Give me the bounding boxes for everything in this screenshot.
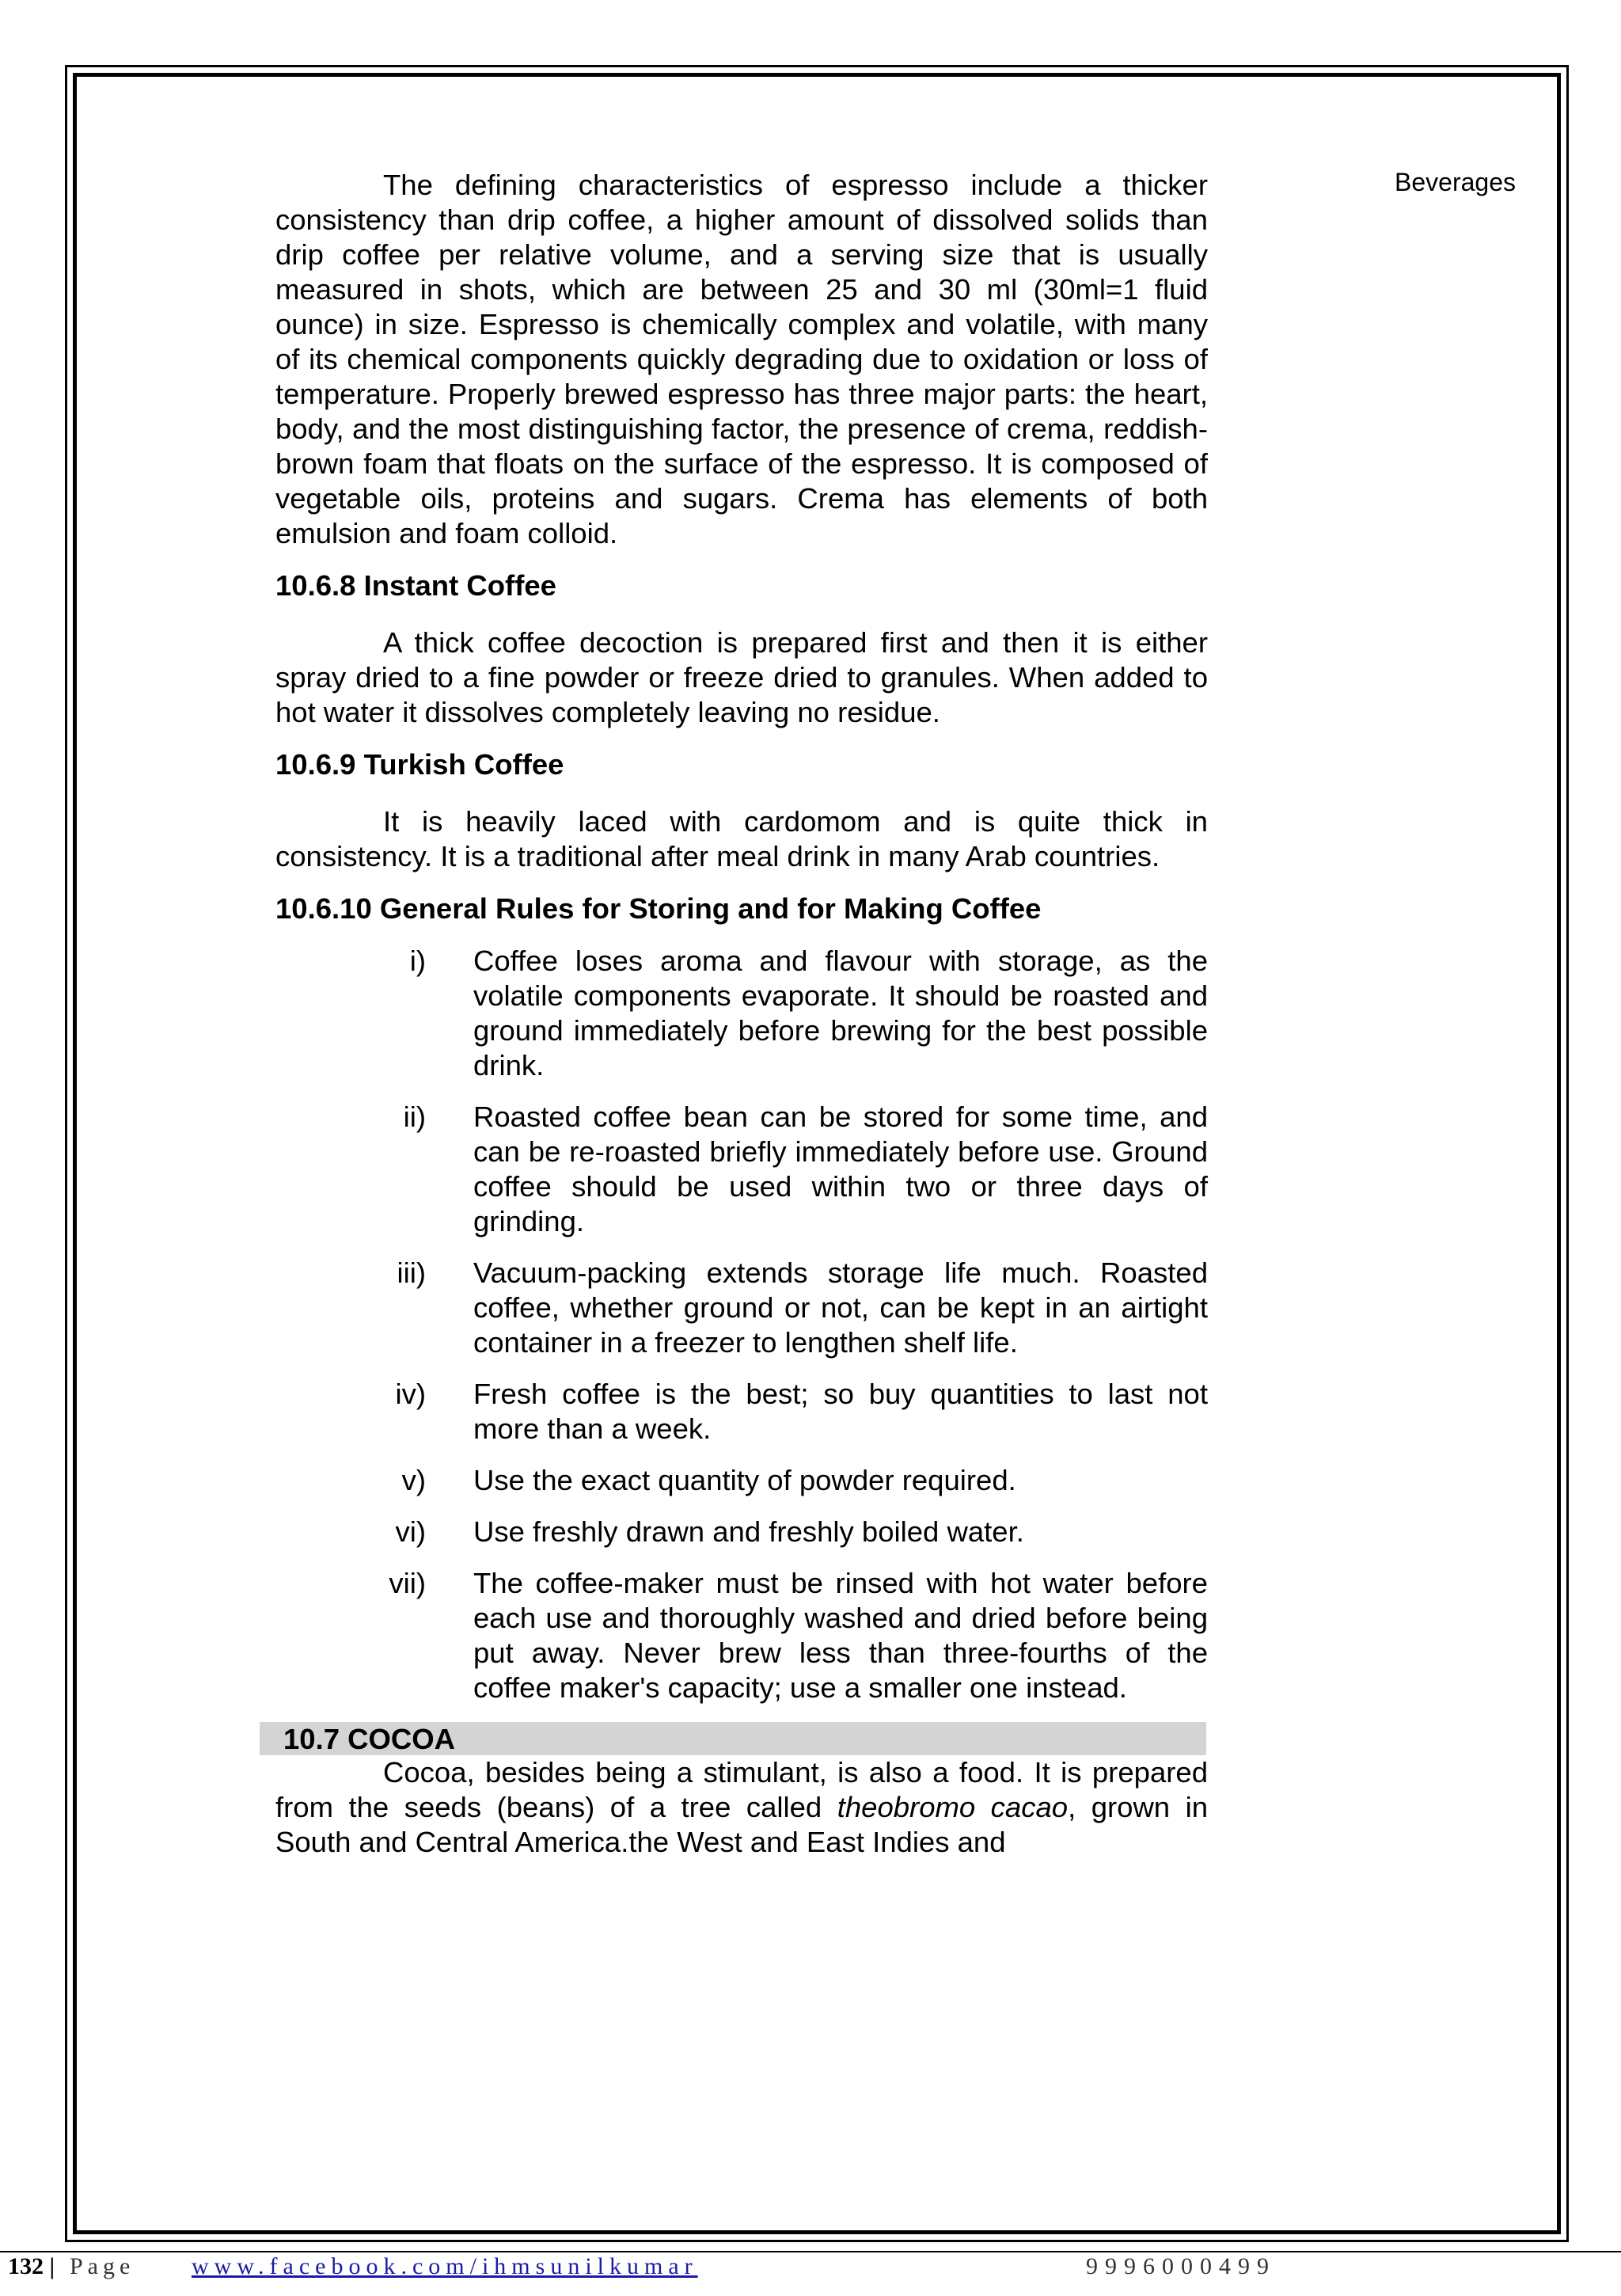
page-number: 132 | [8,2253,55,2279]
list-item-text: Use the exact quantity of powder required. [473,1464,1016,1496]
list-marker: v) [401,1464,426,1496]
list-item-text: Coffee loses aroma and flavour with storage, as the volatile components evaporate. It should be roasted and ground immediately before brewing for the best possible drink. [473,945,1208,1081]
facebook-link[interactable]: www.facebook.com/ihmsunilkumar [192,2253,698,2279]
list-marker: i) [409,945,426,977]
list-marker: ii) [403,1100,426,1133]
cocoa-text-start: Cocoa, besides being a stimulant, is also a food. It is prepared from the seeds (beans) of a tree called [275,1756,1208,1823]
list-item [275,1566,1208,1705]
turkish-coffee-paragraph: It is heavily laced with cardomom and is quite thick in consistency. It is a traditional after meal drink in many Arab countries. [275,805,1208,872]
espresso-paragraph: The defining characteristics of espresso include a thicker consistency than drip coffee, a higher amount of dissolved solids than drip coffee per relative volume, and a serving size that is usually measured in shots, which are between 25 and 30 ml (30ml=1 fluid ounce) in size. Espresso is chemically complex and volatile, with many of its chemical components quickly degrading due to oxidation or loss of temperature. Properly brewed espresso has three major parts: the heart, body, and the most distinguishing factor, the presence of crema, reddish-brown foam that floats on the surface of the espresso. It is composed of vegetable oils, proteins and sugars. Crema has elements of both emulsion and foam colloid. [275,169,1208,549]
list-item-text: Roasted coffee bean can be stored for some time, and can be re-roasted briefly immediately before use. Ground coffee should be used within two or three days of grinding. [473,1100,1208,1237]
list-item [275,944,1208,1083]
cocoa-species-name: theobromo cacao [837,1791,1069,1823]
list-item-text: The coffee-maker must be rinsed with hot water before each use and thoroughly washed and dried before being put away. Never brew less than three-fourths of the coffee maker's capacity; use a smaller one instead. [473,1567,1208,1704]
instant-coffee-paragraph: A thick coffee decoction is prepared first and then it is either spray dried to a fine powder or freeze dried to granules. When added to hot water it dissolves completely leaving no residue. [275,626,1208,728]
page-footer [8,2253,1615,2285]
list-item-text: Use freshly drawn and freshly boiled water. [473,1515,1024,1548]
rules-list [275,944,1208,1705]
list-item-text: Vacuum-packing extends storage life much. Roasted coffee, whether ground or not, can be kept in an airtight container in a freezer to lengthen shelf life. [473,1256,1208,1359]
heading-cocoa: 10.7 COCOA [260,1722,1206,1755]
list-item [275,1100,1208,1239]
list-item [275,1256,1208,1360]
heading-instant-coffee: 10.6.8 Instant Coffee [275,569,556,602]
list-marker: vii) [389,1567,426,1599]
phone-number: 9996000499 [1086,2253,1276,2279]
page-label: Page [70,2253,135,2279]
heading-turkish-coffee: 10.6.9 Turkish Coffee [275,748,564,781]
footer-divider [0,2251,1621,2252]
heading-general-rules: 10.6.10 General Rules for Storing and for Making Coffee [275,892,1042,925]
cocoa-text-end: , grown in South and Central America.the West and East Indies and [275,1791,1208,1858]
list-marker: iii) [397,1256,426,1289]
list-marker: iv) [395,1378,426,1410]
page-content [275,168,1208,1860]
list-marker: vi) [395,1515,426,1548]
list-item [275,1463,1208,1498]
cocoa-paragraph [275,1755,1208,1860]
list-item [275,1377,1208,1446]
list-item [275,1515,1208,1549]
list-item-text: Fresh coffee is the best; so buy quantities to last not more than a week. [473,1378,1208,1445]
chapter-side-label: Beverages [1395,168,1516,196]
